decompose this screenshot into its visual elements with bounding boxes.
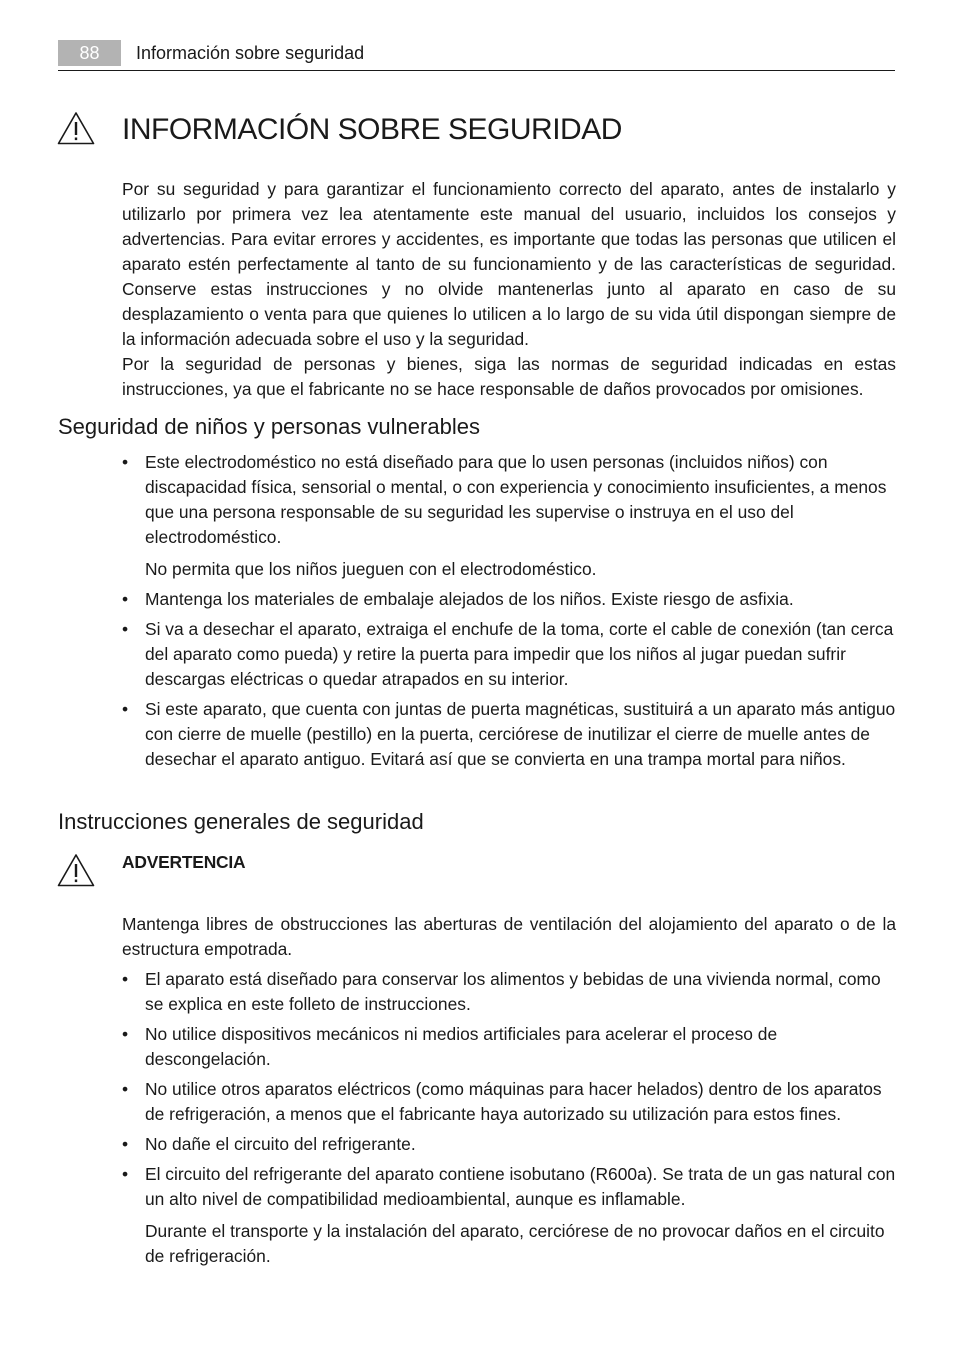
bullet-icon: • bbox=[122, 452, 129, 472]
list-item bbox=[122, 967, 896, 1017]
list-item bbox=[122, 1077, 896, 1127]
bullet-icon: • bbox=[122, 699, 129, 719]
list-item-text: Si va a desechar el aparato, extraiga el enchufe de la toma, corte el cable de conexión (tan cerca del aparato como pueda) y retire la puerta para impedir que los niños al jugar puedan sufrir descargas eléctricas o quedar atrapados en su interior. bbox=[145, 619, 894, 689]
page-title: INFORMACIÓN SOBRE SEGURIDAD bbox=[122, 113, 622, 146]
list-item bbox=[122, 617, 896, 692]
bullet-icon: • bbox=[122, 1164, 129, 1184]
list-item bbox=[122, 1022, 896, 1072]
warning-text: Mantenga libres de obstrucciones las aberturas de ventilación del alojamiento del aparato o de la estructura empotrada. bbox=[122, 914, 896, 959]
warning-triangle-icon bbox=[57, 111, 95, 145]
list-item-text: El aparato está diseñado para conservar los alimentos y bebidas de una vivienda normal, como se explica en este folleto de instrucciones. bbox=[145, 969, 881, 1014]
list-item-text: No utilice dispositivos mecánicos ni medios artificiales para acelerar el proceso de descongelación. bbox=[145, 1024, 778, 1069]
list-item-note: No permita que los niños jueguen con el electrodoméstico. bbox=[145, 559, 597, 579]
list-item-note: Durante el transporte y la instalación del aparato, cerciórese de no provocar daños en el circuito de refrigeración. bbox=[145, 1221, 885, 1266]
warning-label: ADVERTENCIA bbox=[122, 852, 246, 872]
section-heading-children: Seguridad de niños y personas vulnerables bbox=[58, 414, 480, 439]
list-item bbox=[122, 450, 896, 582]
warning-triangle-icon bbox=[57, 853, 95, 887]
bullet-icon: • bbox=[122, 1134, 129, 1154]
page-number: 88 bbox=[58, 40, 121, 66]
intro-paragraph: Por su seguridad y para garantizar el funcionamiento correcto del aparato, antes de instalarlo y utilizarlo por primera vez lea atentamente este manual del usuario, incluidos los consejos y advertencias. Para evitar errores y accidentes, es importante que todas las personas que utilicen el aparato estén perfectamente al tanto de su funcionamiento y de las características de seguridad. Conserve estas instrucciones y no olvide mantenerlas junto al aparato en caso de su desplazamiento o venta para que quienes lo utilicen a lo largo de su vida útil dispongan siempre de la información adecuada sobre el uso y la seguridad. bbox=[122, 179, 896, 349]
list-item-text: El circuito del refrigerante del aparato contiene isobutano (R600a). Se trata de un gas natural con un alto nivel de compatibilidad medioambiental, aunque es inflamable. bbox=[145, 1164, 896, 1209]
list-item-text: Mantenga los materiales de embalaje alejados de los niños. Existe riesgo de asfixia. bbox=[145, 589, 794, 609]
section-heading-general: Instrucciones generales de seguridad bbox=[58, 809, 424, 834]
list-item-text: No dañe el circuito del refrigerante. bbox=[145, 1134, 416, 1154]
bullet-icon: • bbox=[122, 619, 129, 639]
list-item-text: No utilice otros aparatos eléctricos (como máquinas para hacer helados) dentro de los aparatos de refrigeración, a menos que el fabricante haya autorizado su utilización para estos fines. bbox=[145, 1079, 882, 1124]
general-safety-list bbox=[122, 967, 896, 1274]
children-safety-list bbox=[122, 450, 896, 777]
bullet-icon: • bbox=[122, 969, 129, 989]
running-title: Información sobre seguridad bbox=[136, 43, 365, 63]
header-divider bbox=[58, 70, 895, 71]
list-item bbox=[122, 1162, 896, 1269]
bullet-icon: • bbox=[122, 1079, 129, 1099]
intro-paragraph-2: Por la seguridad de personas y bienes, siga las normas de seguridad indicadas en estas instrucciones, ya que el fabricante no se hace responsable de daños provocados por omisiones. bbox=[122, 354, 896, 399]
list-item-text: Si este aparato, que cuenta con juntas de puerta magnéticas, sustituirá a un aparato más antiguo con cierre de muelle (pestillo) en la puerta, cerciórese de inutilizar el cierre de muelle antes de desechar el aparato antiguo. Evitará así que se convierta en una trampa mortal para niños. bbox=[145, 699, 896, 769]
list-item bbox=[122, 1132, 896, 1157]
list-item-text: Este electrodoméstico no está diseñado para que lo usen personas (incluidos niños) con discapacidad física, sensorial o mental, o con experiencia y conocimiento insuficientes, a menos que una persona responsable de su seguridad les supervise o instruya en el uso del electrodoméstico. bbox=[145, 452, 887, 547]
list-item bbox=[122, 587, 896, 612]
bullet-icon: • bbox=[122, 589, 129, 609]
bullet-icon: • bbox=[122, 1024, 129, 1044]
list-item bbox=[122, 697, 896, 772]
